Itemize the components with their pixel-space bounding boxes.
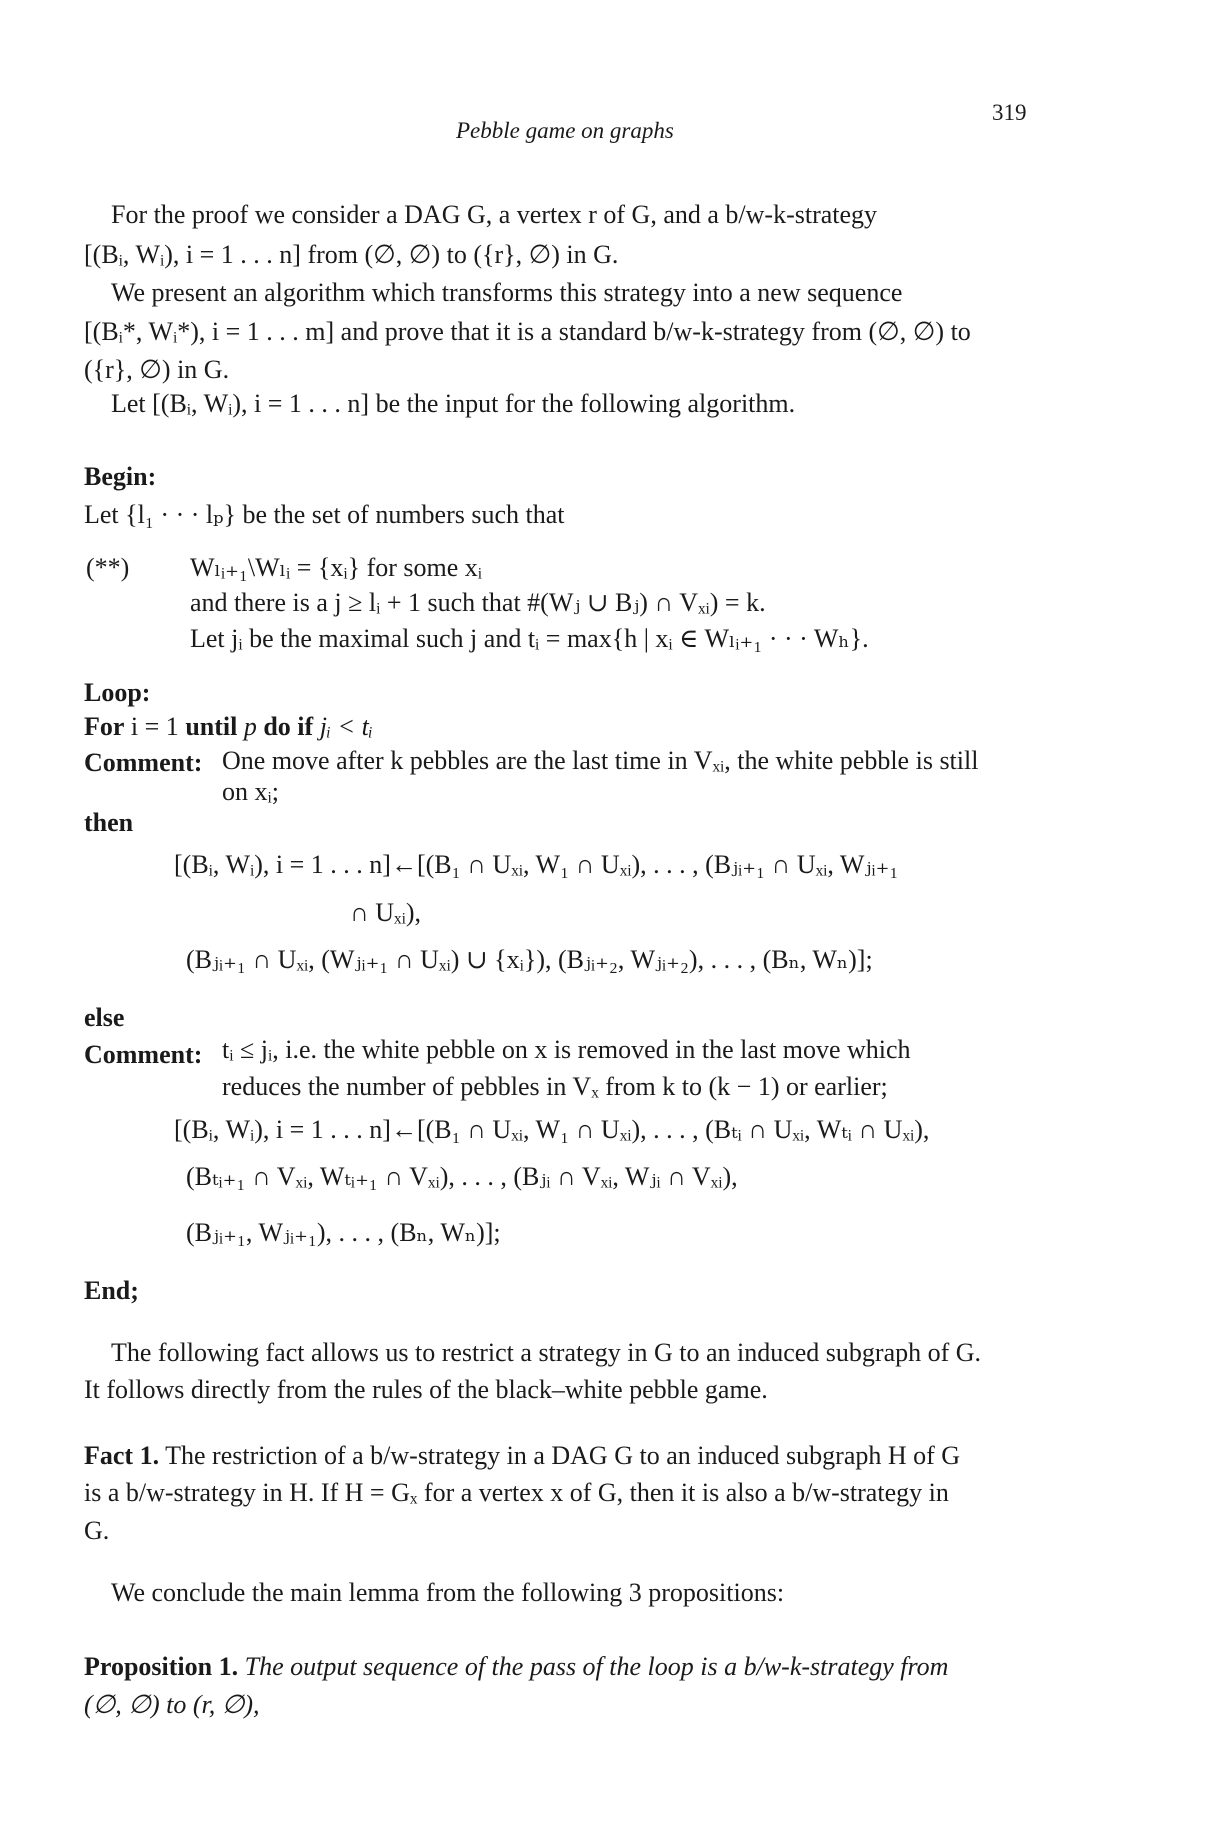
then-line: ∩ Uₓᵢ), xyxy=(350,898,422,927)
else-line: [(Bᵢ, Wᵢ), i = 1 . . . n]←[(B₁ ∩ Uₓᵢ, W₁ ∩ Uₓᵢ), . . . , (Bₜᵢ ∩ Uₓᵢ, Wₜᵢ ∩ Uₓᵢ), xyxy=(174,1115,930,1144)
for-range-end: p xyxy=(243,712,257,741)
condition-marker: (**) xyxy=(86,553,130,582)
for-keyword: For xyxy=(84,712,125,741)
then-label: then xyxy=(84,808,134,837)
fact-text: The restriction of a b/w-strategy in a DAG G to an induced subgraph H of G xyxy=(165,1441,961,1470)
intro-line: [(Bᵢ*, Wᵢ*), i = 1 . . . m] and prove that it is a standard b/w-k-strategy from (∅, ∅) to xyxy=(84,317,971,346)
begin-line: Let {l₁ · · · lₚ} be the set of numbers such that xyxy=(84,500,565,529)
intro-line: [(Bᵢ, Wᵢ), i = 1 . . . n] from (∅, ∅) to ({r}, ∅) in G. xyxy=(84,240,619,269)
then-line: [(Bᵢ, Wᵢ), i = 1 . . . n]←[(B₁ ∩ Uₓᵢ, W₁ ∩ Uₓᵢ), . . . , (Bⱼᵢ₊₁ ∩ Uₓᵢ, Wⱼᵢ₊₁ xyxy=(174,850,899,879)
condition-line: Wₗᵢ₊₁\Wₗᵢ = {xᵢ} for some xᵢ xyxy=(190,553,483,582)
until-keyword: until xyxy=(185,712,238,741)
for-range-start: i = 1 xyxy=(130,712,179,741)
intro-line: We present an algorithm which transforms this strategy into a new sequence xyxy=(111,278,903,307)
body-line: The following fact allows us to restrict a strategy in G to an induced subgraph of G. xyxy=(111,1338,982,1367)
proposition-label: Proposition 1. xyxy=(84,1652,239,1681)
proposition-line: (∅, ∅) to (r, ∅), xyxy=(84,1690,260,1719)
intro-line: ({r}, ∅) in G. xyxy=(84,355,230,384)
do-if-keyword: do if xyxy=(263,712,314,741)
fact-line: G. xyxy=(84,1516,110,1545)
body-line: We conclude the main lemma from the following 3 propositions: xyxy=(111,1578,785,1607)
comment-label: Comment: xyxy=(84,1040,203,1069)
else-label: else xyxy=(84,1003,125,1032)
fact-label: Fact 1. xyxy=(84,1441,160,1470)
condition-line: and there is a j ≥ lᵢ + 1 such that #(Wⱼ ∪ Bⱼ) ∩ Vₓᵢ) = k. xyxy=(190,588,766,617)
proposition-line xyxy=(84,1652,948,1682)
loop-label: Loop: xyxy=(84,678,151,707)
running-title: Pebble game on graphs xyxy=(456,118,674,143)
else-line: (Bⱼᵢ₊₁, Wⱼᵢ₊₁), . . . , (Bₙ, Wₙ)]; xyxy=(186,1218,501,1247)
begin-label: Begin: xyxy=(84,462,157,491)
intro-line: For the proof we consider a DAG G, a vertex r of G, and a b/w-k-strategy xyxy=(111,200,878,229)
else-line: (Bₜᵢ₊₁ ∩ Vₓᵢ, Wₜᵢ₊₁ ∩ Vₓᵢ), . . . , (Bⱼᵢ ∩ Vₓᵢ, Wⱼᵢ ∩ Vₓᵢ), xyxy=(186,1162,738,1191)
then-line: (Bⱼᵢ₊₁ ∩ Uₓᵢ, (Wⱼᵢ₊₁ ∩ Uₓᵢ) ∪ {xᵢ}), (Bⱼᵢ₊₂, Wⱼᵢ₊₂), . . . , (Bₙ, Wₙ)]; xyxy=(186,945,873,974)
intro-line: Let [(Bᵢ, Wᵢ), i = 1 . . . n] be the input for the following algorithm. xyxy=(111,389,796,418)
page-number: 319 xyxy=(992,100,1027,125)
fact-line: is a b/w-strategy in H. If H = Gₓ for a vertex x of G, then it is also a b/w-strategy in xyxy=(84,1478,949,1507)
comment-label: Comment: xyxy=(84,748,203,777)
for-condition: jᵢ < tᵢ xyxy=(319,712,373,741)
comment-line: on xᵢ; xyxy=(222,777,279,806)
fact-line xyxy=(84,1441,960,1471)
condition-line: Let jᵢ be the maximal such j and tᵢ = max{h | xᵢ ∈ Wₗᵢ₊₁ · · · Wₕ}. xyxy=(190,624,869,653)
body-line: It follows directly from the rules of the black–white pebble game. xyxy=(84,1375,768,1404)
end-label: End; xyxy=(84,1276,139,1305)
comment-line: tᵢ ≤ jᵢ, i.e. the white pebble on x is removed in the last move which xyxy=(222,1035,911,1064)
comment-line: One move after k pebbles are the last time in Vₓᵢ, the white pebble is still xyxy=(222,746,979,775)
for-line xyxy=(84,712,373,742)
comment-line: reduces the number of pebbles in Vₓ from k to (k − 1) or earlier; xyxy=(222,1072,888,1101)
proposition-text: The output sequence of the pass of the loop is a b/w-k-strategy from xyxy=(244,1652,949,1681)
